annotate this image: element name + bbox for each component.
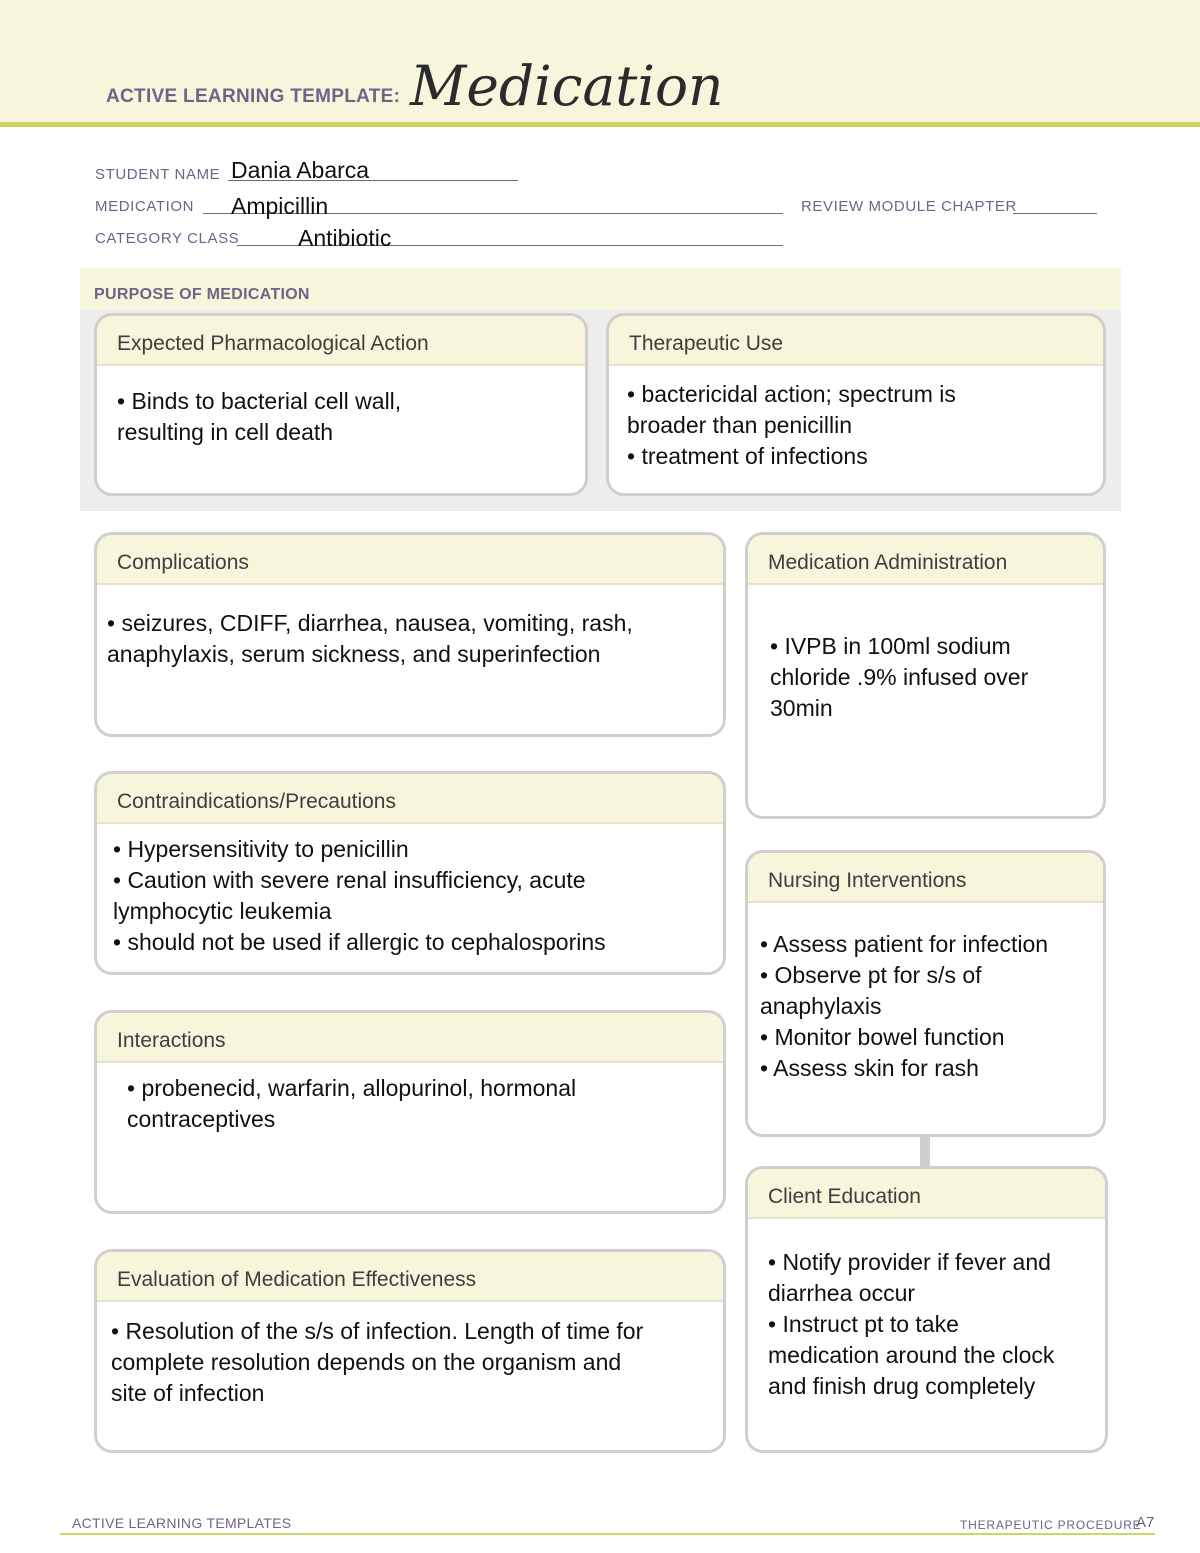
text-line: • probenecid, warfarin, allopurinol, hormonal	[127, 1075, 577, 1101]
page-number: A7	[1136, 1514, 1155, 1531]
text-line: broader than penicillin	[627, 412, 853, 438]
text-line: • bactericidal action; spectrum is	[627, 381, 956, 407]
text-line: site of infection	[111, 1380, 265, 1406]
interactions-body[interactable]	[97, 1063, 723, 1135]
interactions-box	[94, 1010, 726, 1214]
contraindications-title: Contraindications/Precautions	[97, 774, 723, 824]
text-line: • Resolution of the s/s of infection. Length of time for	[111, 1318, 644, 1344]
expected-action-body[interactable]	[97, 366, 585, 448]
medication-administration-title: Medication Administration	[748, 535, 1103, 585]
purpose-label: PURPOSE OF MEDICATION	[94, 286, 310, 303]
complications-title: Complications	[97, 535, 723, 585]
contraindications-body[interactable]	[97, 824, 723, 958]
review-module-field[interactable]	[1013, 213, 1097, 214]
complications-box	[94, 532, 726, 737]
client-education-title: Client Education	[748, 1169, 1105, 1219]
nursing-interventions-title: Nursing Interventions	[748, 853, 1103, 903]
medication-field[interactable]: Ampicillin	[231, 193, 329, 219]
text-line: lymphocytic leukemia	[113, 898, 332, 924]
text-line: • seizures, CDIFF, diarrhea, nausea, vomiting, rash,	[107, 610, 633, 636]
box-connector	[920, 1136, 930, 1166]
page-title: Medication	[410, 54, 724, 118]
interactions-title: Interactions	[97, 1013, 723, 1063]
complications-body[interactable]	[97, 585, 723, 670]
text-line: complete resolution depends on the organism and	[111, 1349, 622, 1375]
text-line: • should not be used if allergic to cephalosporins	[113, 929, 606, 955]
text-line: • Binds to bacterial cell wall,	[117, 388, 402, 414]
medication-label: MEDICATION	[95, 198, 195, 215]
text-line: • Observe pt for s/s of	[760, 962, 982, 988]
evaluation-title: Evaluation of Medication Effectiveness	[97, 1252, 723, 1302]
review-module-label: REVIEW MODULE CHAPTER	[801, 198, 1017, 215]
text-line: contraceptives	[127, 1106, 276, 1132]
text-line: • treatment of infections	[627, 443, 868, 469]
text-line: resulting in cell death	[117, 419, 334, 445]
text-line: • Monitor bowel function	[760, 1024, 1005, 1050]
category-class-label: CATEGORY CLASS	[95, 230, 240, 247]
therapeutic-use-box	[606, 313, 1106, 496]
footer-divider	[60, 1533, 1155, 1535]
footer-left: ACTIVE LEARNING TEMPLATES	[72, 1515, 292, 1531]
text-line: • IVPB in 100ml sodium	[770, 633, 1011, 659]
text-line: chloride .9% infused over	[770, 664, 1029, 690]
client-education-body[interactable]	[748, 1219, 1105, 1402]
nursing-interventions-body[interactable]	[748, 903, 1103, 1084]
evaluation-body[interactable]	[97, 1302, 723, 1409]
nursing-interventions-box	[745, 850, 1106, 1137]
student-name-label: STUDENT NAME	[95, 166, 221, 183]
expected-action-title: Expected Pharmacological Action	[97, 316, 585, 366]
therapeutic-use-body[interactable]	[609, 366, 1103, 472]
text-line: medication around the clock	[768, 1342, 1055, 1368]
text-line: diarrhea occur	[768, 1280, 916, 1306]
text-line: • Caution with severe renal insufficiency, acute	[113, 867, 586, 893]
medication-administration-body[interactable]	[748, 585, 1103, 724]
text-line: • Assess patient for infection	[760, 931, 1049, 957]
header-divider	[0, 122, 1200, 127]
text-line: and finish drug completely	[768, 1373, 1036, 1399]
student-name-field[interactable]: Dania Abarca	[231, 157, 370, 183]
text-line: anaphylaxis, serum sickness, and superinfection	[107, 641, 601, 667]
text-line: • Assess skin for rash	[760, 1055, 979, 1081]
footer-right: THERAPEUTIC PROCEDURE	[960, 1518, 1142, 1532]
evaluation-box	[94, 1249, 726, 1453]
category-class-field[interactable]: Antibiotic	[298, 225, 392, 251]
expected-action-box	[94, 313, 588, 496]
contraindications-box	[94, 771, 726, 975]
text-line: 30min	[770, 695, 833, 721]
therapeutic-use-title: Therapeutic Use	[609, 316, 1103, 366]
text-line: • Notify provider if fever and	[768, 1249, 1051, 1275]
client-education-box	[745, 1166, 1108, 1453]
text-line: • Hypersensitivity to penicillin	[113, 836, 409, 862]
template-label: ACTIVE LEARNING TEMPLATE:	[106, 86, 401, 107]
medication-administration-box	[745, 532, 1106, 819]
text-line: • Instruct pt to take	[768, 1311, 959, 1337]
text-line: anaphylaxis	[760, 993, 882, 1019]
